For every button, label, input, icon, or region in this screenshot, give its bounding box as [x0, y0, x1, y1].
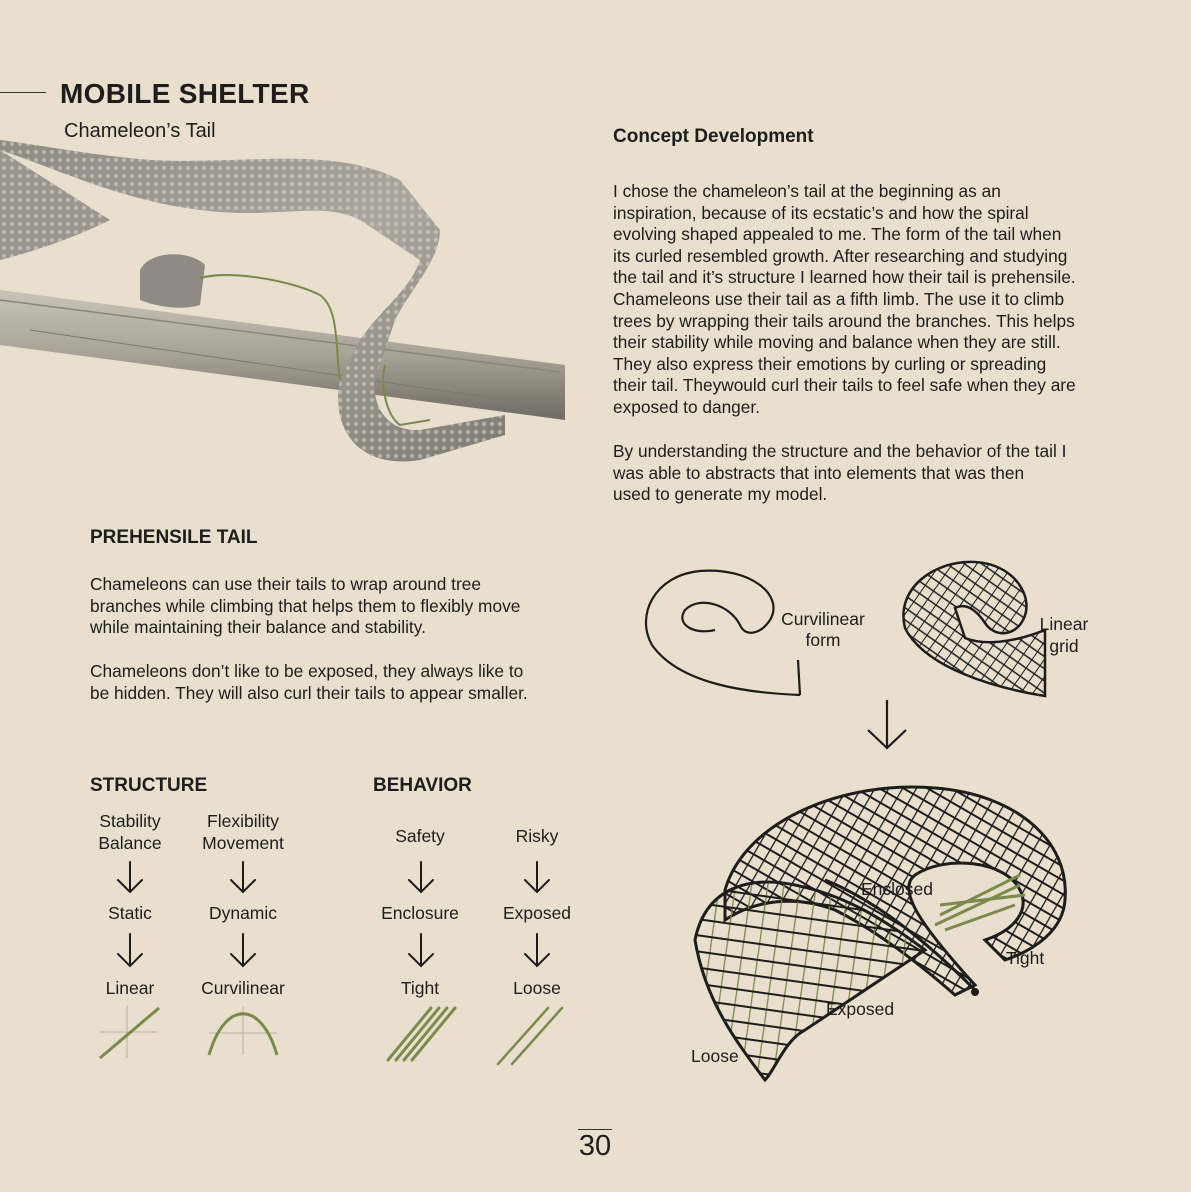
structure-col2-top: Flexibility Movement — [202, 811, 284, 853]
down-arrow-icon — [525, 862, 549, 892]
concept-heading: Concept Development — [613, 126, 814, 147]
linear-symbol-icon — [95, 1000, 165, 1065]
loose-label: Loose — [691, 1046, 739, 1066]
tight-label: Tight — [1006, 948, 1045, 968]
linear-grid-sketch — [895, 558, 1050, 700]
exposed-label: Exposed — [826, 999, 895, 1019]
behavior-heading: BEHAVIOR — [373, 775, 472, 796]
behavior-col2-bottom: Loose — [513, 978, 561, 998]
prehensile-paragraph-2: Chameleons don’t like to be exposed, they always like to be hidden. They will also curl their tails to appear smaller. — [90, 661, 528, 703]
structure-col2-mid: Dynamic — [208, 903, 278, 923]
structure-col1-bottom: Linear — [105, 978, 155, 998]
down-arrow-icon — [525, 934, 549, 966]
flow-arrows — [0, 0, 600, 1100]
shelter-model-sketch — [685, 780, 1075, 1090]
concept-paragraph-1: I chose the chameleon’s tail at the beginning as an inspiration, because of its ecstatic’s and how the spiral evolving shaped appealed to me. The form of the tail when its curled resembled growth. After researching and studying the tail and it’s structure I learned how their tail is prehensile. Chameleons use their tail as a fifth limb. The use it to climb trees by wrapping their tails around the branches. This helps their stability while moving and balance when they are still. They also express their emotions by curling or spreading their tail. Theywould curl their tails to feel safe when they are exposed to danger. — [613, 181, 1076, 417]
behavior-col1-top: Safety — [395, 826, 445, 846]
down-arrow-icon — [118, 934, 142, 966]
curvilinear-symbol-icon — [205, 1005, 281, 1061]
behavior-col2-top: Risky — [515, 826, 559, 846]
behavior-col1-bottom: Tight — [400, 978, 440, 998]
linear-grid-label: Linear grid — [1039, 614, 1089, 656]
page-title: MOBILE SHELTER — [60, 78, 310, 109]
down-arrow-icon — [231, 934, 255, 966]
enclosed-label: Enclosed — [861, 879, 933, 899]
structure-col2-bottom: Curvilinear — [201, 978, 285, 998]
tight-lines-icon — [383, 1003, 463, 1065]
structure-col1-mid: Static — [108, 903, 152, 923]
down-arrow-icon — [231, 862, 255, 892]
loose-lines-icon — [494, 1004, 566, 1068]
down-arrow-icon — [862, 698, 912, 753]
structure-heading: STRUCTURE — [90, 775, 208, 796]
down-arrow-icon — [409, 862, 433, 892]
concept-paragraph-2: By understanding the structure and the behavior of the tail I was able to abstracts that into elements that was then used to generate my model. — [613, 441, 1067, 505]
page-subtitle: Chameleon’s Tail — [64, 120, 216, 142]
prehensile-heading: PREHENSILE TAIL — [90, 527, 258, 548]
behavior-col1-mid: Enclosure — [381, 903, 459, 923]
curvilinear-form-label: Curvilinear form — [781, 609, 865, 650]
down-arrow-icon — [118, 862, 142, 892]
structure-col1-top: Stability Balance — [98, 811, 162, 853]
page-number: 30 — [578, 1130, 612, 1162]
behavior-col2-mid: Exposed — [502, 903, 572, 923]
prehensile-paragraph-1: Chameleons can use their tails to wrap around tree branches while climbing that helps them to flexibly move while maintaining their balance and stability. — [90, 574, 521, 638]
down-arrow-icon — [409, 934, 433, 966]
